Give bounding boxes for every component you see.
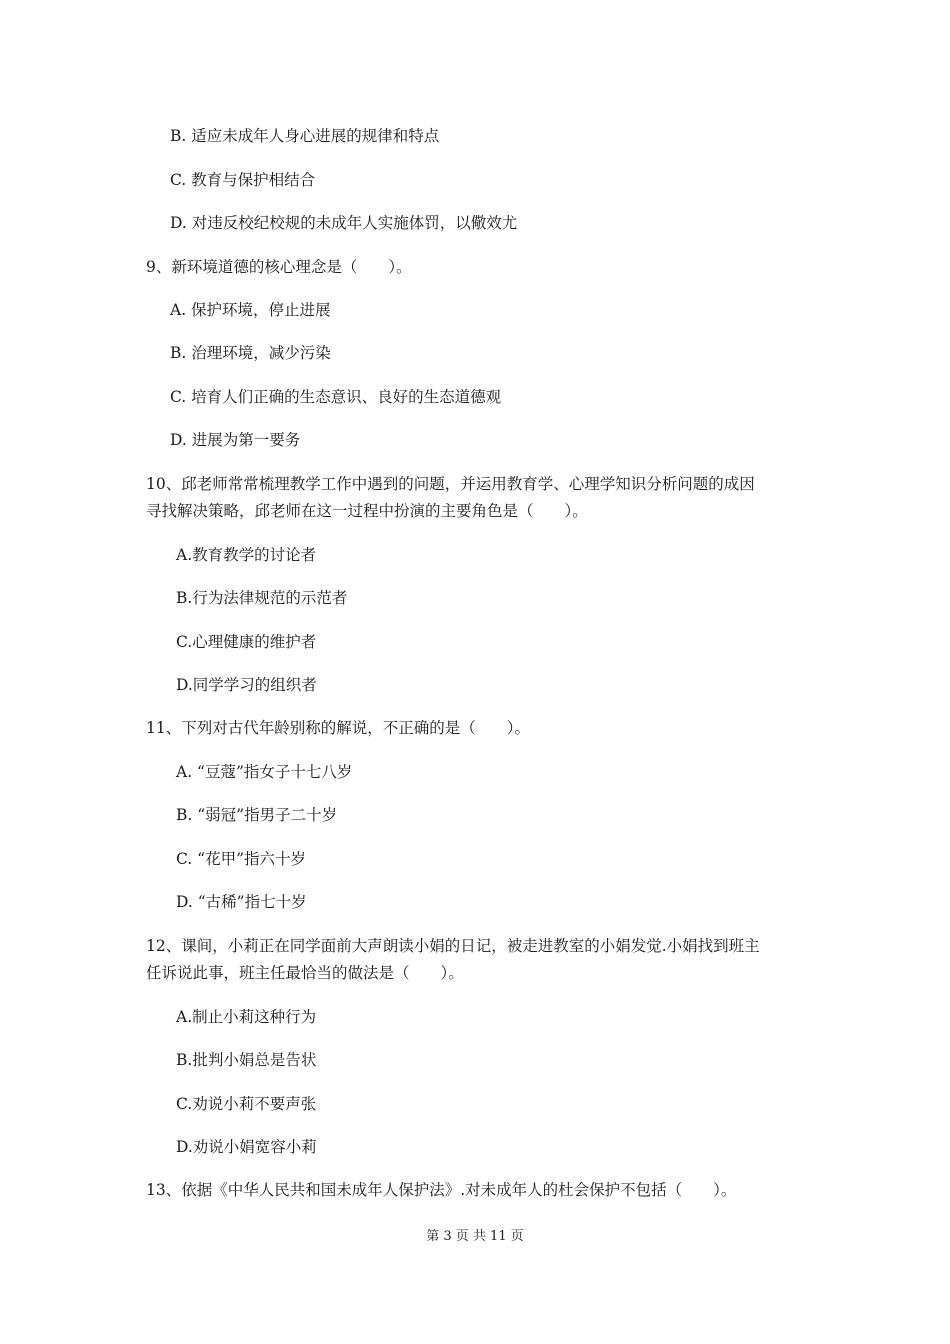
question-12-option-d: D.劝说小娟宽容小莉: [176, 1138, 317, 1156]
question-10-option-d: D.同学学习的组织者: [176, 676, 317, 694]
prev-option-c: C. 教育与保护相结合: [170, 171, 316, 189]
page-footer: 第 3 页 共 11 页: [426, 1229, 524, 1244]
question-10-option-c: C.心理健康的维护者: [176, 633, 317, 651]
question-12-stem-line-2: 任诉说此事，班主任最恰当的做法是（ ）。: [146, 964, 464, 982]
question-10-option-a: A.教育教学的讨论者: [176, 546, 317, 564]
question-13-stem: 13、依据《中华人民共和国未成年人保护法》.对未成年人的杜会保护不包括（ ）。: [146, 1181, 737, 1199]
question-10-option-b: B.行为法律规范的示范者: [176, 589, 348, 607]
question-12-option-a: A.制止小莉这种行为: [176, 1008, 317, 1026]
question-9-option-d: D. 进展为第一要务: [170, 431, 301, 449]
question-11-option-d: D. “古稀”指七十岁: [176, 893, 307, 911]
question-12-option-c: C.劝说小莉不要声张: [176, 1095, 317, 1113]
question-10-stem-line-1: 10、邱老师常常梳理教学工作中遇到的问题，并运用教育学、心理学知识分析问题的成因: [146, 475, 755, 493]
question-11-stem: 11、下列对古代年龄别称的解说，不正确的是（ ）。: [146, 719, 530, 737]
question-11-option-b: B. “弱冠”指男子二十岁: [176, 806, 338, 824]
prev-option-b: B. 适应未成年人身心进展的规律和特点: [170, 127, 440, 145]
question-12-stem-line-1: 12、课间，小莉正在同学面前大声朗读小娟的日记，被走进教室的小娟发觉.小娟找到班主: [146, 937, 760, 955]
question-10-stem-line-2: 寻找解决策略，邱老师在这一过程中扮演的主要角色是（ ）。: [146, 502, 588, 520]
question-9-option-c: C. 培育人们正确的生态意识、良好的生态道德观: [170, 388, 502, 406]
question-9-option-a: A. 保护环境，停止进展: [170, 301, 331, 319]
question-9-option-b: B. 治理环境，减少污染: [170, 344, 331, 362]
prev-option-d: D. 对违反校纪校规的未成年人实施体罚，以儆效尤: [170, 214, 518, 232]
question-11-option-a: A. “豆蔻”指女子十七八岁: [176, 763, 353, 781]
question-11-option-c: C. “花甲”指六十岁: [176, 850, 307, 868]
question-12-option-b: B.批判小娟总是告状: [176, 1051, 317, 1069]
question-9-stem: 9、新环境道德的核心理念是（ ）。: [146, 258, 412, 276]
